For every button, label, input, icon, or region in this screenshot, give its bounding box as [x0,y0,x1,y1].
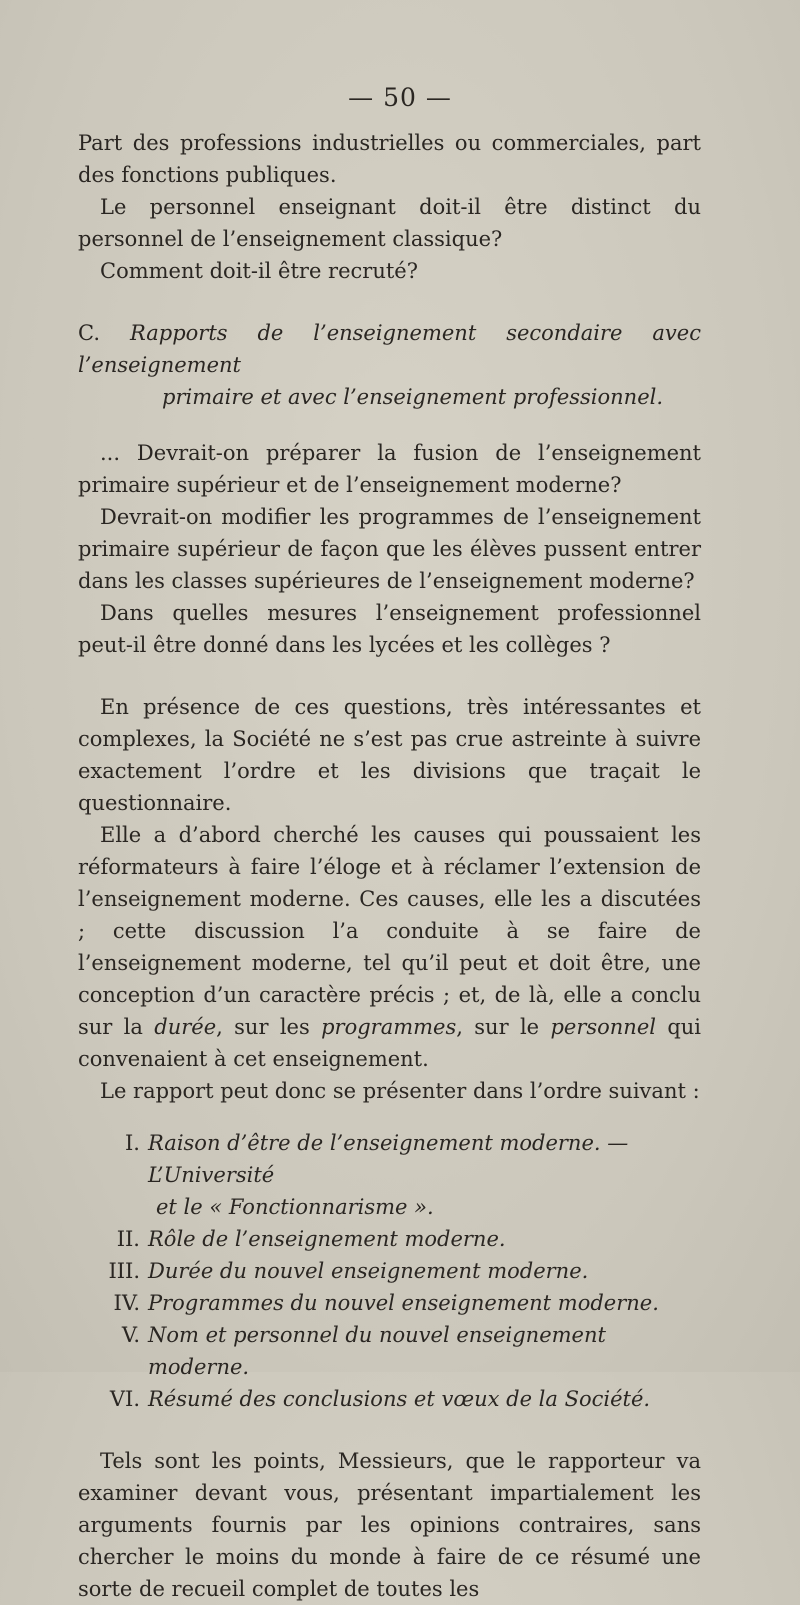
spacer [78,1415,701,1445]
plan-text: Rôle de l’enseignement moderne. [148,1227,506,1251]
emphasis: personnel [550,1015,656,1039]
text-run: , sur les [216,1015,322,1039]
paragraph: Le personnel enseignant doit-il être distinct du personnel de l’enseignement classique? [78,195,701,251]
paragraph: ... Devrait-on préparer la fusion de l’enseignement primaire supérieur et de l’enseignement moderne? [78,441,701,497]
spacer [78,413,701,437]
text-run: Elle a d’abord cherché les causes qui poussaient les réformateurs à faire l’éloge et à réclamer l’extension de l’enseignement moderne. Ces causes, elle les a discutées ; cette discussion l’a conduite à se faire de l’enseignement moderne, tel qu’il peut et doit être, une conception d’un caractère précis ; et, de là, elle a conclu sur la [78,823,701,1039]
plan-text-wrap [148,1127,701,1223]
plan-text: Programmes du nouvel enseignement moderne. [148,1291,659,1315]
plan-item [78,1287,701,1319]
emphasis: durée [154,1015,217,1039]
plan-item [78,1255,701,1287]
plan-number: IV. [113,1291,140,1315]
paragraph: Le rapport peut donc se présenter dans l’ordre suivant : [100,1079,700,1103]
spacer [78,661,701,691]
plan-text: Raison d’être de l’enseignement moderne. — L’Université [148,1131,629,1187]
paragraph: En présence de ces questions, très intéressantes et complexes, la Société ne s’est pas crue astreinte à suivre exactement l’ordre et les divisions que traçait le questionnaire. [78,695,701,815]
plan-text: Nom et personnel du nouvel enseignement moderne. [148,1323,606,1379]
spacer [78,1107,701,1127]
plan-number: III. [108,1259,140,1283]
plan-text: Durée du nouvel enseignement moderne. [148,1259,589,1283]
plan-item [78,1223,701,1255]
emphasis: programmes [321,1015,457,1039]
section-letter: C. [78,321,100,345]
section-title-line1: Rapports de l’enseignement secondaire avec l’enseignement [78,321,701,377]
spacer [78,287,701,317]
page-number: — 50 — [348,83,452,112]
plan-item [78,1127,701,1223]
text-run: , sur le [456,1015,551,1039]
paragraph: Devrait-on modifier les programmes de l’enseignement primaire supérieur de façon que les élèves pussent entrer dans les classes supérieures de l’enseignement moderne? [78,505,701,593]
plan-item [78,1383,701,1415]
text-run: qui convenaient à cet enseignement. [78,1015,702,1071]
plan-text: Résumé des conclusions et vœux de la Société. [148,1387,651,1411]
section-heading-c [78,317,701,381]
paragraph: Tels sont les points, Messieurs, que le rapporteur va examiner devant vous, présentant impartialement les arguments fournis par les opinions contraires, sans chercher le moins du monde à faire de ce résumé une sorte de recueil complet de toutes les [78,1449,701,1601]
plan-text-cont: et le « Fonctionnarisme ». [156,1195,434,1219]
paragraph [78,819,701,1075]
section-title-line2: primaire et avec l’enseignement professionnel. [162,385,664,409]
paragraph: Dans quelles mesures l’enseignement professionnel peut-il être donné dans les lycées et les collèges ? [78,601,701,657]
plan-number: I. [125,1131,140,1155]
paragraph: Part des professions industrielles ou commerciales, part des fonctions publiques. [78,131,701,187]
plan-number: V. [121,1323,140,1347]
page-content [78,127,701,1605]
plan-number: VI. [109,1387,140,1411]
plan-number: II. [116,1227,140,1251]
plan-item [78,1319,701,1383]
paragraph: Comment doit-il être recruté? [100,259,418,283]
